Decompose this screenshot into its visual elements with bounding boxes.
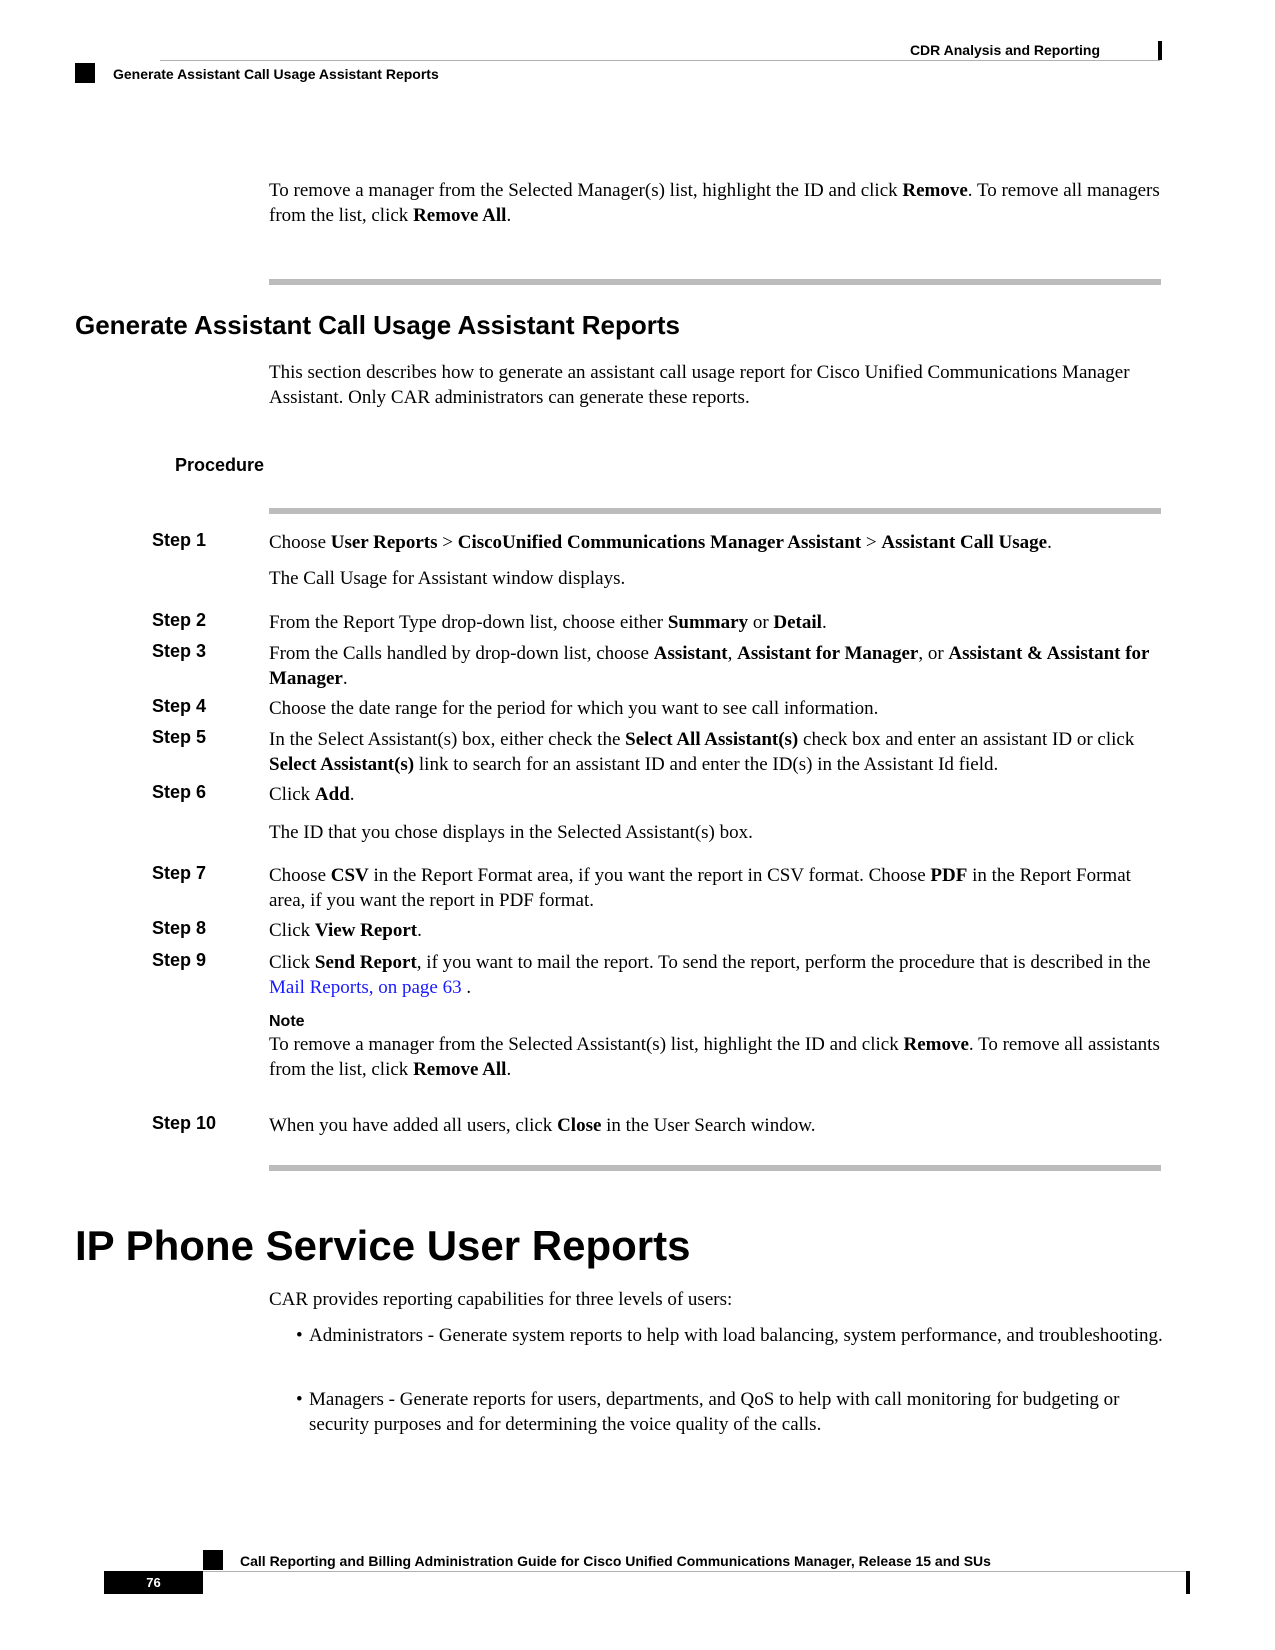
procedure-label: Procedure: [175, 455, 265, 475]
step-4-label: Step 4: [152, 696, 207, 716]
footer-book-title: Call Reporting and Billing Administration Guide for Cisco Unified Communications Manager, Release 15 and SUs: [240, 1553, 991, 1569]
footer-marker-bar: [1186, 1571, 1190, 1594]
note-text: To remove a manager from the Selected Assistant(s) list, highlight the ID and click Remove. To remove all assistants from the list, click Remove All.: [269, 1034, 1160, 1080]
step-5-label: Step 5: [152, 727, 207, 747]
step-7-text: Choose CSV in the Report Format area, if you want the report in CSV format. Choose PDF in the Report Format area, if you want the report in PDF format.: [269, 865, 1131, 911]
step-6-result: The ID that you chose displays in the Selected Assistant(s) box.: [269, 822, 753, 843]
step-6-label: Step 6: [152, 782, 207, 802]
section-title: Generate Assistant Call Usage Assistant Reports: [75, 310, 680, 340]
bullet-icon: •: [296, 1325, 303, 1346]
step-6-text: Click Add.: [269, 784, 355, 805]
step-9-label: Step 9: [152, 950, 207, 970]
footer-square-marker: [203, 1550, 223, 1570]
step-5-text: In the Select Assistant(s) box, either check the Select All Assistant(s) check box and enter an assistant ID or click Select Assistant(s) link to search for an assistant ID and enter the ID(s) in the Assistant Id field.: [269, 729, 1135, 775]
step-2-label: Step 2: [152, 610, 207, 630]
footer-rule: [203, 1571, 1188, 1572]
running-header-section: Generate Assistant Call Usage Assistant Reports: [113, 66, 439, 82]
step-3-label: Step 3: [152, 641, 207, 661]
step-9-text: Click Send Report, if you want to mail the report. To send the report, perform the procedure that is described in the Mail Reports, on page 63 .: [269, 952, 1151, 998]
step-1-result: The Call Usage for Assistant window displays.: [269, 568, 626, 589]
section-divider: [269, 279, 1161, 285]
procedure-divider: [269, 508, 1161, 514]
procedure-end-divider: [269, 1165, 1161, 1171]
step-3-text: From the Calls handled by drop-down list, choose Assistant, Assistant for Manager, or Assistant & Assistant for Manager.: [269, 643, 1150, 689]
bullet-icon: •: [296, 1389, 303, 1410]
mail-reports-link[interactable]: Mail Reports, on page 63: [269, 977, 462, 998]
list-item: • Managers - Generate reports for users, departments, and QoS to help with call monitoring for budgeting or security purposes and for determining the voice quality of the calls.: [296, 1389, 1120, 1435]
running-header-chapter: CDR Analysis and Reporting: [909, 42, 1100, 58]
step-8-text: Click View Report.: [269, 920, 422, 941]
chapter-title: IP Phone Service User Reports: [75, 1222, 691, 1269]
ip-phone-intro: CAR provides reporting capabilities for three levels of users:: [269, 1289, 733, 1310]
section-description: This section describes how to generate an assistant call usage report for Cisco Unified Communications Manager Assistant. Only CAR administrators can generate these reports.: [269, 362, 1130, 408]
step-8-label: Step 8: [152, 918, 207, 938]
note-label: Note: [269, 1013, 305, 1030]
step-1-text: Choose User Reports > CiscoUnified Communications Manager Assistant > Assistant Call Usage.: [269, 532, 1052, 553]
list-item: • Administrators - Generate system reports to help with load balancing, system performance, and troubleshooting.: [296, 1325, 1163, 1346]
step-4-text: Choose the date range for the period for which you want to see call information.: [269, 698, 879, 719]
step-2-text: From the Report Type drop-down list, choose either Summary or Detail.: [269, 612, 827, 633]
header-rule: [160, 60, 1160, 61]
step-1-label: Step 1: [152, 530, 207, 550]
header-marker-bar: [1158, 41, 1162, 60]
step-7-label: Step 7: [152, 863, 207, 883]
step-10-text: When you have added all users, click Close in the User Search window.: [269, 1115, 816, 1136]
page-number: 76: [104, 1571, 203, 1594]
step-10-label: Step 10: [152, 1113, 217, 1133]
header-square-marker: [75, 63, 95, 83]
intro-paragraph: To remove a manager from the Selected Manager(s) list, highlight the ID and click Remove. To remove all managers from the list, click Remove All.: [269, 180, 1160, 226]
